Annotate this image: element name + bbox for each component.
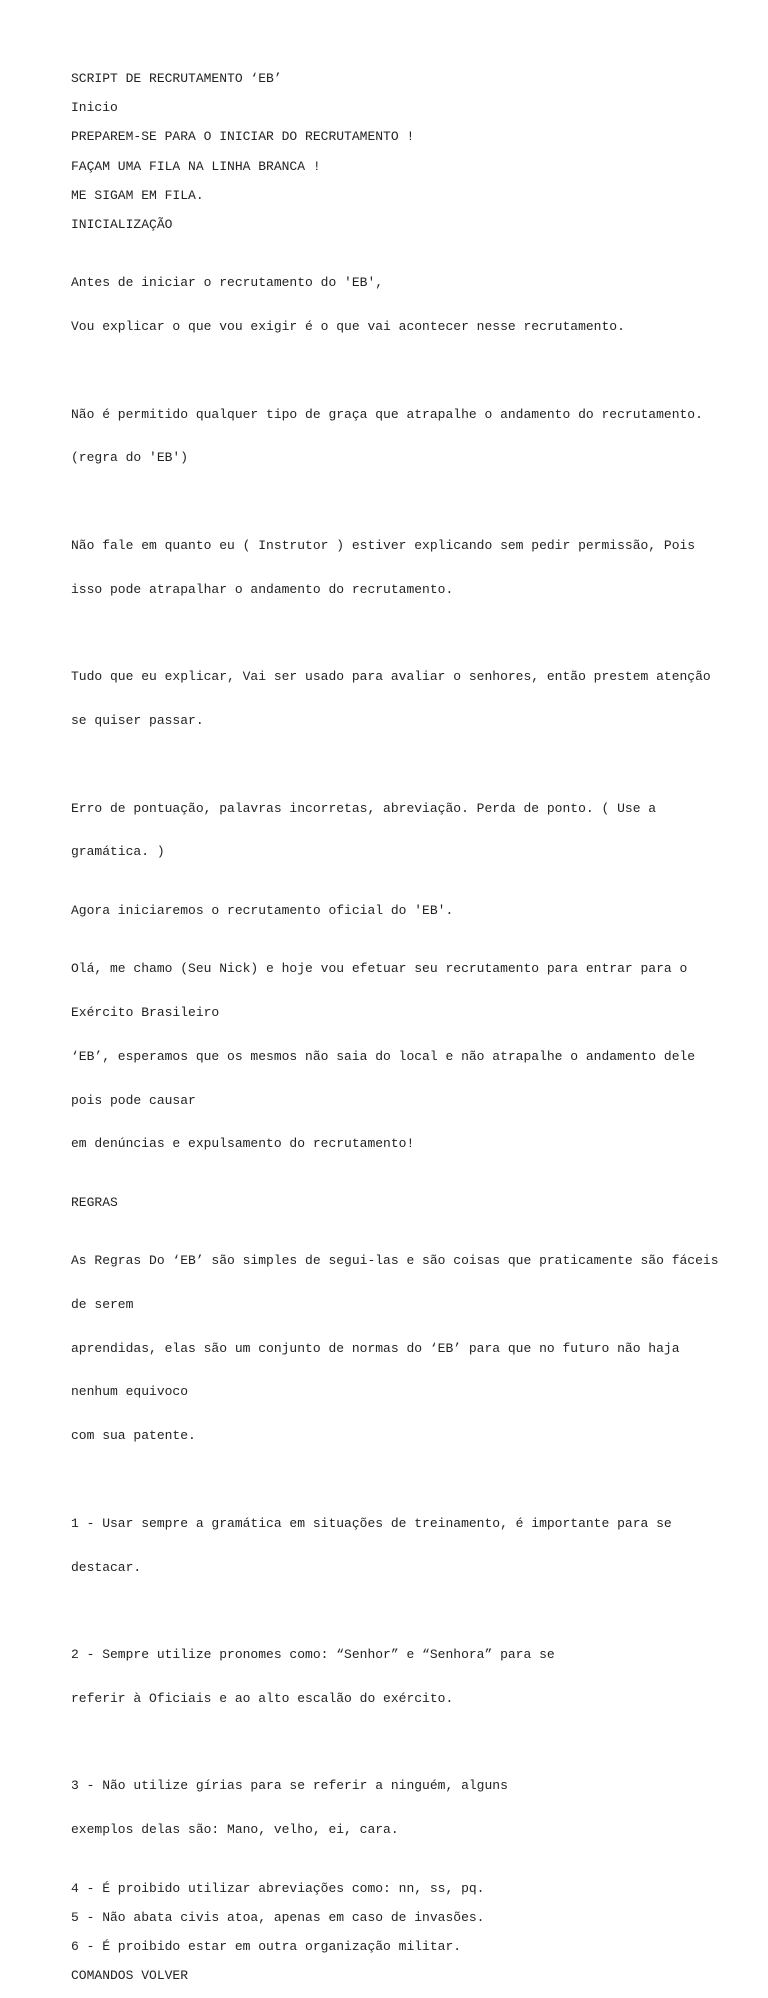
paragraph xyxy=(71,510,711,627)
text-line: isso pode atrapalhar o andamento do recrutamento. xyxy=(71,581,454,597)
text-line: 2 - Sempre utilize pronomes como: “Senhor” e “Senhora” para se xyxy=(71,1647,555,1663)
text-line: ME SIGAM EM FILA. xyxy=(71,187,204,203)
text-line: Não fale em quanto eu ( Instrutor ) estiver explicando sem pedir permissão, Pois xyxy=(71,538,696,553)
text-line: COMANDOS VOLVER xyxy=(71,1968,189,1984)
text-line: de serem xyxy=(71,1296,134,1312)
paragraph xyxy=(71,933,711,1181)
rule-item xyxy=(71,1750,711,1867)
paragraph xyxy=(71,378,711,495)
paragraph xyxy=(71,1225,719,1473)
section-heading-rules xyxy=(71,1196,711,1211)
text-line: nenhum equivoco xyxy=(71,1384,189,1400)
paragraph xyxy=(71,130,711,145)
rule-item xyxy=(71,1488,711,1605)
section-heading-initialization xyxy=(71,218,711,233)
text-line: exemplos delas são: Mano, velho, ei, cara. xyxy=(71,1822,399,1838)
paragraph xyxy=(71,773,711,890)
text-line: ‘EB’, esperamos que os mesmos não saia do local e não atrapalhe o andamento dele xyxy=(71,1048,696,1064)
text-line: referir à Oficiais e ao alto escalão do exército. xyxy=(71,1690,454,1706)
text-line: com sua patente. xyxy=(71,1428,196,1444)
text-line: PREPAREM-SE PARA O INICIAR DO RECRUTAMENTO ! xyxy=(71,129,415,145)
rule-item xyxy=(71,1619,711,1736)
text-line: Inicio xyxy=(71,100,118,116)
text-line: (regra do 'EB') xyxy=(71,450,189,466)
section-heading-commands xyxy=(71,1969,711,1984)
text-line: Olá, me chamo (Seu Nick) e hoje vou efetuar seu recrutamento para entrar para o xyxy=(71,961,688,977)
rule-item xyxy=(71,1940,711,1955)
text-line: pois pode causar xyxy=(71,1092,196,1108)
text-line: aprendidas, elas são um conjunto de normas do ‘EB’ para que no futuro não haja xyxy=(71,1340,680,1356)
text-line: 1 - Usar sempre a gramática em situações de treinamento, é importante para se xyxy=(71,1515,672,1531)
text-line: 5 - Não abata civis atoa, apenas em caso de invasões. xyxy=(71,1909,485,1925)
paragraph xyxy=(71,247,711,364)
text-line: 3 - Não utilize gírias para se referir a ninguém, alguns xyxy=(71,1778,508,1794)
text-line: gramática. ) xyxy=(71,844,165,860)
paragraph xyxy=(71,641,711,758)
text-line: INICIALIZAÇÃO xyxy=(71,216,173,232)
text-line: Agora iniciaremos o recrutamento oficial do 'EB'. xyxy=(71,902,454,918)
text-line: As Regras Do ‘EB’ são simples de segui-las e são coisas que praticamente são fáceis xyxy=(71,1253,719,1269)
text-line: destacar. xyxy=(71,1559,142,1575)
document-page xyxy=(71,71,719,1998)
section-start xyxy=(71,101,711,116)
text-line: FAÇAM UMA FILA NA LINHA BRANCA ! xyxy=(71,158,321,174)
text-line: Antes de iniciar o recrutamento do 'EB', xyxy=(71,275,384,291)
text-line: se quiser passar. xyxy=(71,713,204,729)
paragraph xyxy=(71,160,711,175)
rule-item xyxy=(71,1911,711,1926)
text-line: Não é permitido qualquer tipo de graça que atrapalhe o andamento do recrutamento. xyxy=(71,406,703,422)
text-line: Vou explicar o que vou exigir é o que vai acontecer nesse recrutamento. xyxy=(71,319,625,335)
text-line: REGRAS xyxy=(71,1194,118,1210)
text-line: 4 - É proibido utilizar abreviações como: nn, ss, pq. xyxy=(71,1880,485,1896)
text-line: 6 - É proibido estar em outra organização militar. xyxy=(71,1939,462,1954)
paragraph xyxy=(71,904,711,919)
paragraph xyxy=(71,189,711,204)
document-title xyxy=(71,72,711,87)
text-line: em denúncias e expulsamento do recrutamento! xyxy=(71,1136,415,1152)
rule-item xyxy=(71,1882,711,1897)
text-line: SCRIPT DE RECRUTAMENTO ‘EB’ xyxy=(71,71,282,86)
text-line: Exército Brasileiro xyxy=(71,1005,220,1020)
text-line: Erro de pontuação, palavras incorretas, abreviação. Perda de ponto. ( Use a xyxy=(71,800,657,816)
text-line: Tudo que eu explicar, Vai ser usado para avaliar o senhores, então prestem atenção xyxy=(71,669,711,685)
